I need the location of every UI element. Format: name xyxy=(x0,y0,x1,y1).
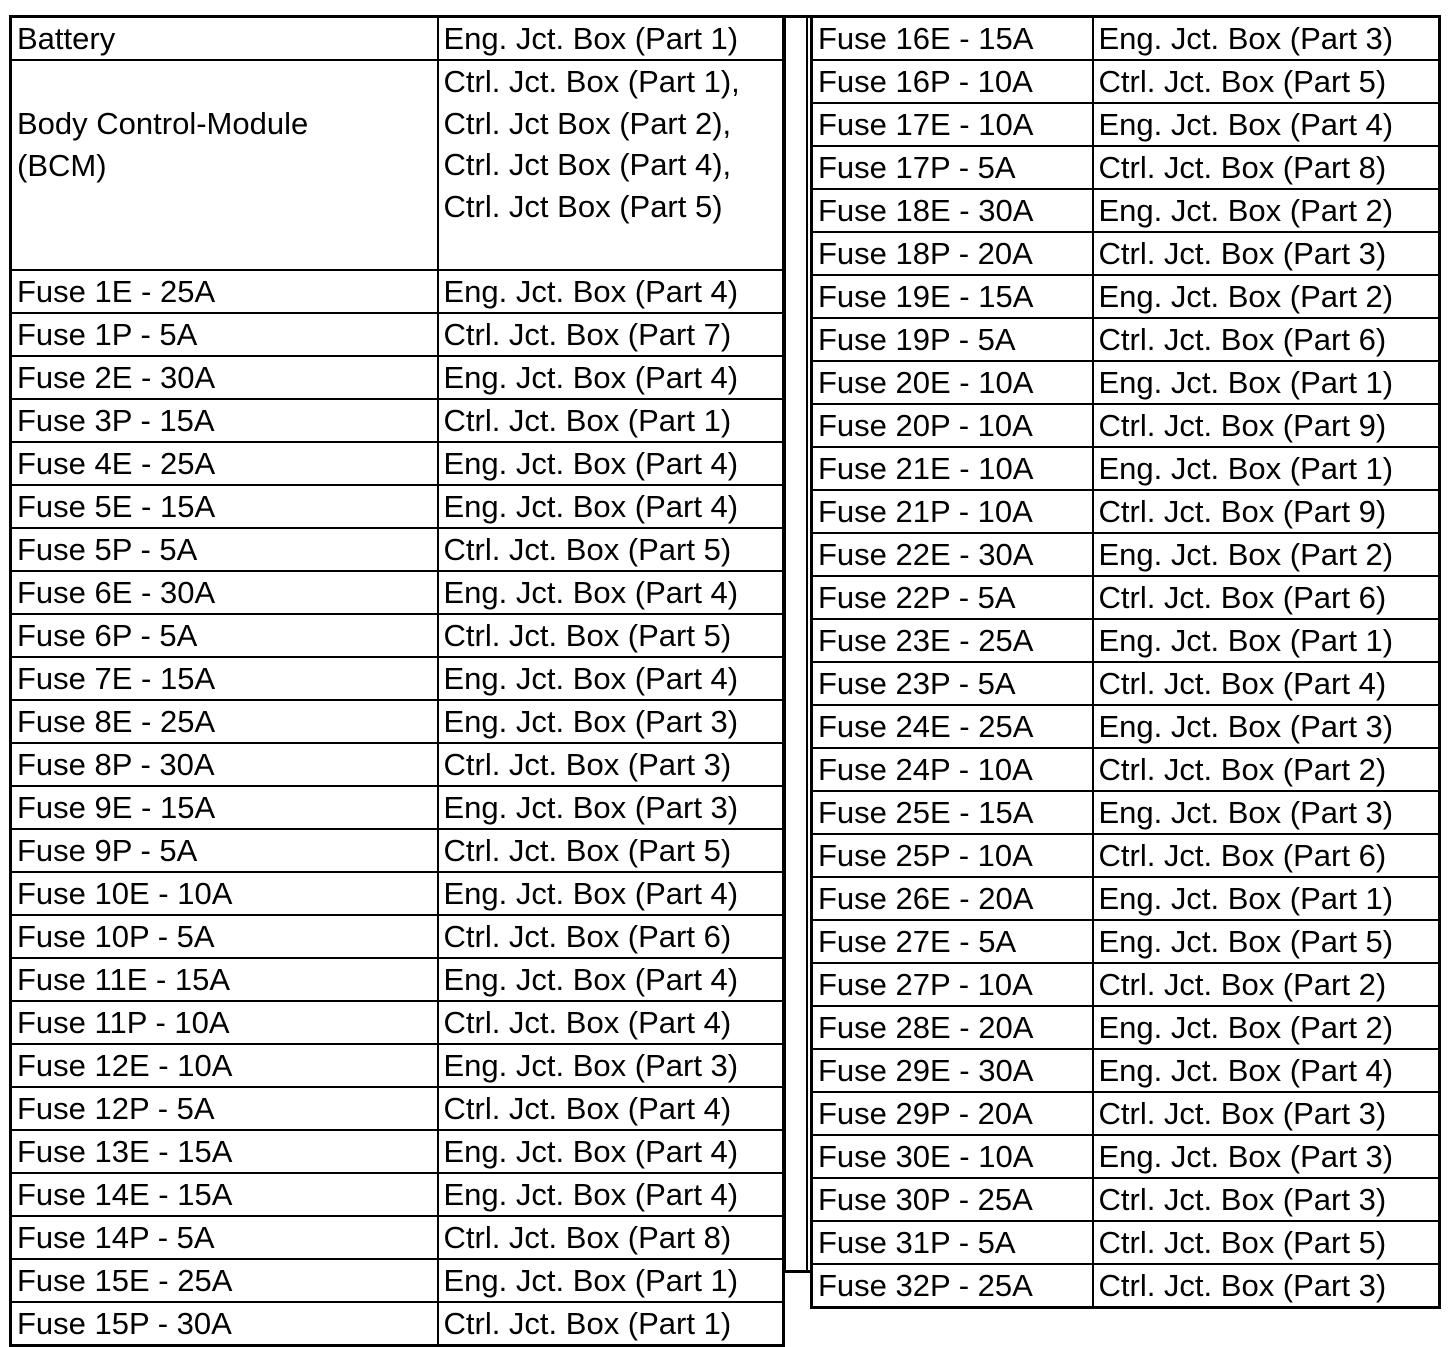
table-row xyxy=(11,399,784,442)
component-cell: Battery xyxy=(11,17,438,61)
location-cell: Eng. Jct. Box (Part 1) xyxy=(1093,447,1440,490)
location-cell: Ctrl. Jct. Box (Part 6) xyxy=(438,915,784,958)
table-row xyxy=(812,834,1440,877)
table-row xyxy=(11,270,784,313)
location-cell: Eng. Jct. Box (Part 3) xyxy=(438,786,784,829)
location-cell: Eng. Jct. Box (Part 3) xyxy=(1093,17,1440,61)
location-cell: Ctrl. Jct. Box (Part 8) xyxy=(1093,146,1440,189)
component-cell: Fuse 1P - 5A xyxy=(11,313,438,356)
table-row xyxy=(11,1130,784,1173)
location-cell: Eng. Jct. Box (Part 1) xyxy=(1093,877,1440,920)
table-row xyxy=(812,275,1440,318)
component-cell: Fuse 13E - 15A xyxy=(11,1130,438,1173)
left-table-body xyxy=(11,17,784,1346)
right-fuse-table xyxy=(810,15,1441,1309)
component-cell: Fuse 26E - 20A xyxy=(812,877,1093,920)
component-cell: Fuse 21E - 10A xyxy=(812,447,1093,490)
component-cell: Fuse 28E - 20A xyxy=(812,1006,1093,1049)
component-cell: Fuse 22E - 30A xyxy=(812,533,1093,576)
component-cell: Fuse 22P - 5A xyxy=(812,576,1093,619)
component-cell: Fuse 11E - 15A xyxy=(11,958,438,1001)
table-row xyxy=(812,1264,1440,1308)
table-row xyxy=(11,313,784,356)
right-table-body xyxy=(812,17,1440,1308)
location-cell: Ctrl. Jct. Box (Part 8) xyxy=(438,1216,784,1259)
table-row xyxy=(812,1006,1440,1049)
component-cell: Fuse 25P - 10A xyxy=(812,834,1093,877)
component-cell: Fuse 3P - 15A xyxy=(11,399,438,442)
location-cell: Ctrl. Jct. Box (Part 4) xyxy=(438,1087,784,1130)
table-row xyxy=(11,571,784,614)
table-row xyxy=(812,404,1440,447)
location-cell: Eng. Jct. Box (Part 2) xyxy=(1093,275,1440,318)
table-row xyxy=(812,17,1440,61)
location-cell: Eng. Jct. Box (Part 4) xyxy=(438,270,784,313)
component-cell: Fuse 24E - 25A xyxy=(812,705,1093,748)
component-cell: Fuse 5E - 15A xyxy=(11,485,438,528)
location-cell: Ctrl. Jct. Box (Part 2) xyxy=(1093,748,1440,791)
table-row xyxy=(812,232,1440,275)
component-cell: Fuse 2E - 30A xyxy=(11,356,438,399)
location-cell: Eng. Jct. Box (Part 1) xyxy=(1093,619,1440,662)
component-cell: Fuse 1E - 25A xyxy=(11,270,438,313)
location-cell: Eng. Jct. Box (Part 4) xyxy=(438,958,784,1001)
location-cell: Eng. Jct. Box (Part 1) xyxy=(1093,361,1440,404)
component-cell: Fuse 6E - 30A xyxy=(11,571,438,614)
table-row xyxy=(11,1216,784,1259)
component-cell: Fuse 8P - 30A xyxy=(11,743,438,786)
table-row xyxy=(812,619,1440,662)
table-row xyxy=(812,447,1440,490)
table-row xyxy=(812,748,1440,791)
component-cell: Fuse 9E - 15A xyxy=(11,786,438,829)
table-row xyxy=(11,1259,784,1302)
location-cell: Ctrl. Jct. Box (Part 6) xyxy=(1093,576,1440,619)
location-cell: Eng. Jct. Box (Part 4) xyxy=(438,356,784,399)
component-cell: Fuse 4E - 25A xyxy=(11,442,438,485)
component-cell: Fuse 20P - 10A xyxy=(812,404,1093,447)
table-row xyxy=(812,60,1440,103)
table-row xyxy=(11,485,784,528)
table-row xyxy=(812,533,1440,576)
table-row xyxy=(11,829,784,872)
location-cell: Ctrl. Jct. Box (Part 1) xyxy=(438,1302,784,1346)
component-cell: Fuse 29E - 30A xyxy=(812,1049,1093,1092)
table-row xyxy=(812,576,1440,619)
table-row xyxy=(11,786,784,829)
location-cell: Ctrl. Jct. Box (Part 4) xyxy=(438,1001,784,1044)
table-row xyxy=(11,1044,784,1087)
table-row xyxy=(812,963,1440,1006)
component-cell: Fuse 18E - 30A xyxy=(812,189,1093,232)
table-row xyxy=(812,920,1440,963)
table-row xyxy=(11,743,784,786)
component-cell: Fuse 20E - 10A xyxy=(812,361,1093,404)
component-cell: Fuse 11P - 10A xyxy=(11,1001,438,1044)
location-cell: Eng. Jct. Box (Part 4) xyxy=(1093,1049,1440,1092)
table-row xyxy=(11,17,784,61)
component-cell: Fuse 9P - 5A xyxy=(11,829,438,872)
component-cell: Fuse 12E - 10A xyxy=(11,1044,438,1087)
location-cell: Eng. Jct. Box (Part 2) xyxy=(1093,533,1440,576)
table-row xyxy=(11,60,784,270)
table-divider xyxy=(782,15,810,1273)
component-cell: Fuse 16E - 15A xyxy=(812,17,1093,61)
table-row xyxy=(812,490,1440,533)
location-cell: Eng. Jct. Box (Part 4) xyxy=(438,571,784,614)
location-cell: Ctrl. Jct. Box (Part 3) xyxy=(1093,1178,1440,1221)
location-cell: Eng. Jct. Box (Part 4) xyxy=(438,872,784,915)
location-cell: Eng. Jct. Box (Part 3) xyxy=(1093,1135,1440,1178)
location-cell: Eng. Jct. Box (Part 3) xyxy=(438,700,784,743)
table-row xyxy=(11,1001,784,1044)
table-row xyxy=(11,915,784,958)
table-row xyxy=(812,1221,1440,1264)
component-cell: Body Control-Module (BCM) xyxy=(11,60,438,270)
location-cell: Eng. Jct. Box (Part 1) xyxy=(438,1259,784,1302)
component-cell: Fuse 10P - 5A xyxy=(11,915,438,958)
table-row xyxy=(812,1178,1440,1221)
table-row xyxy=(812,1049,1440,1092)
location-cell: Ctrl. Jct. Box (Part 5) xyxy=(1093,1221,1440,1264)
component-cell: Fuse 14P - 5A xyxy=(11,1216,438,1259)
table-row xyxy=(812,877,1440,920)
component-cell: Fuse 31P - 5A xyxy=(812,1221,1093,1264)
location-cell: Ctrl. Jct. Box (Part 5) xyxy=(438,528,784,571)
location-cell: Eng. Jct. Box (Part 2) xyxy=(1093,189,1440,232)
location-cell: Eng. Jct. Box (Part 1) xyxy=(438,17,784,61)
table-row xyxy=(11,1087,784,1130)
location-cell: Eng. Jct. Box (Part 2) xyxy=(1093,1006,1440,1049)
table-row xyxy=(812,662,1440,705)
component-cell: Fuse 16P - 10A xyxy=(812,60,1093,103)
component-cell: Fuse 27P - 10A xyxy=(812,963,1093,1006)
location-cell: Ctrl. Jct. Box (Part 4) xyxy=(1093,662,1440,705)
table-row xyxy=(812,361,1440,404)
table-row xyxy=(812,103,1440,146)
component-cell: Fuse 25E - 15A xyxy=(812,791,1093,834)
location-cell: Eng. Jct. Box (Part 3) xyxy=(438,1044,784,1087)
component-cell: Fuse 18P - 20A xyxy=(812,232,1093,275)
component-cell: Fuse 30E - 10A xyxy=(812,1135,1093,1178)
table-row xyxy=(11,700,784,743)
table-row xyxy=(11,442,784,485)
location-cell: Ctrl. Jct. Box (Part 1), Ctrl. Jct Box (Part 2), Ctrl. Jct Box (Part 4), Ctrl. Jct Box (Part 5) xyxy=(438,60,784,270)
location-cell: Ctrl. Jct. Box (Part 3) xyxy=(438,743,784,786)
table-row xyxy=(812,1092,1440,1135)
location-cell: Ctrl. Jct. Box (Part 2) xyxy=(1093,963,1440,1006)
component-cell: Fuse 8E - 25A xyxy=(11,700,438,743)
location-cell: Eng. Jct. Box (Part 4) xyxy=(438,442,784,485)
table-row xyxy=(11,657,784,700)
location-cell: Eng. Jct. Box (Part 3) xyxy=(1093,705,1440,748)
location-cell: Ctrl. Jct. Box (Part 9) xyxy=(1093,490,1440,533)
table-row xyxy=(812,146,1440,189)
location-cell: Ctrl. Jct. Box (Part 5) xyxy=(438,614,784,657)
component-cell: Fuse 5P - 5A xyxy=(11,528,438,571)
table-row xyxy=(11,356,784,399)
location-cell: Ctrl. Jct. Box (Part 5) xyxy=(1093,60,1440,103)
left-fuse-table xyxy=(9,15,785,1347)
table-row xyxy=(11,1302,784,1346)
location-cell: Eng. Jct. Box (Part 3) xyxy=(1093,791,1440,834)
table-row xyxy=(812,791,1440,834)
location-cell: Ctrl. Jct. Box (Part 3) xyxy=(1093,1264,1440,1308)
location-cell: Eng. Jct. Box (Part 4) xyxy=(438,1130,784,1173)
table-row xyxy=(11,958,784,1001)
table-row xyxy=(11,528,784,571)
location-cell: Eng. Jct. Box (Part 4) xyxy=(1093,103,1440,146)
component-cell: Fuse 24P - 10A xyxy=(812,748,1093,791)
component-cell: Fuse 14E - 15A xyxy=(11,1173,438,1216)
component-cell: Fuse 10E - 10A xyxy=(11,872,438,915)
location-cell: Ctrl. Jct. Box (Part 3) xyxy=(1093,232,1440,275)
component-cell: Fuse 23E - 25A xyxy=(812,619,1093,662)
location-cell: Ctrl. Jct. Box (Part 3) xyxy=(1093,1092,1440,1135)
location-cell: Ctrl. Jct. Box (Part 5) xyxy=(438,829,784,872)
component-cell: Fuse 19E - 15A xyxy=(812,275,1093,318)
component-cell: Fuse 30P - 25A xyxy=(812,1178,1093,1221)
component-cell: Fuse 17E - 10A xyxy=(812,103,1093,146)
location-cell: Ctrl. Jct. Box (Part 9) xyxy=(1093,404,1440,447)
component-cell: Fuse 7E - 15A xyxy=(11,657,438,700)
component-cell: Fuse 17P - 5A xyxy=(812,146,1093,189)
component-cell: Fuse 32P - 25A xyxy=(812,1264,1093,1308)
table-row xyxy=(11,614,784,657)
location-cell: Ctrl. Jct. Box (Part 7) xyxy=(438,313,784,356)
table-row xyxy=(812,318,1440,361)
location-cell: Eng. Jct. Box (Part 4) xyxy=(438,657,784,700)
location-cell: Eng. Jct. Box (Part 4) xyxy=(438,485,784,528)
component-cell: Fuse 21P - 10A xyxy=(812,490,1093,533)
table-row xyxy=(812,189,1440,232)
component-cell: Fuse 15P - 30A xyxy=(11,1302,438,1346)
location-cell: Ctrl. Jct. Box (Part 6) xyxy=(1093,318,1440,361)
location-cell: Ctrl. Jct. Box (Part 6) xyxy=(1093,834,1440,877)
location-cell: Eng. Jct. Box (Part 4) xyxy=(438,1173,784,1216)
table-row xyxy=(11,1173,784,1216)
component-cell: Fuse 15E - 25A xyxy=(11,1259,438,1302)
table-row xyxy=(812,1135,1440,1178)
component-cell: Fuse 27E - 5A xyxy=(812,920,1093,963)
component-cell: Fuse 29P - 20A xyxy=(812,1092,1093,1135)
table-row xyxy=(11,872,784,915)
component-cell: Fuse 12P - 5A xyxy=(11,1087,438,1130)
component-cell: Fuse 23P - 5A xyxy=(812,662,1093,705)
component-cell: Fuse 19P - 5A xyxy=(812,318,1093,361)
table-row xyxy=(812,705,1440,748)
component-cell: Fuse 6P - 5A xyxy=(11,614,438,657)
location-cell: Eng. Jct. Box (Part 5) xyxy=(1093,920,1440,963)
location-cell: Ctrl. Jct. Box (Part 1) xyxy=(438,399,784,442)
